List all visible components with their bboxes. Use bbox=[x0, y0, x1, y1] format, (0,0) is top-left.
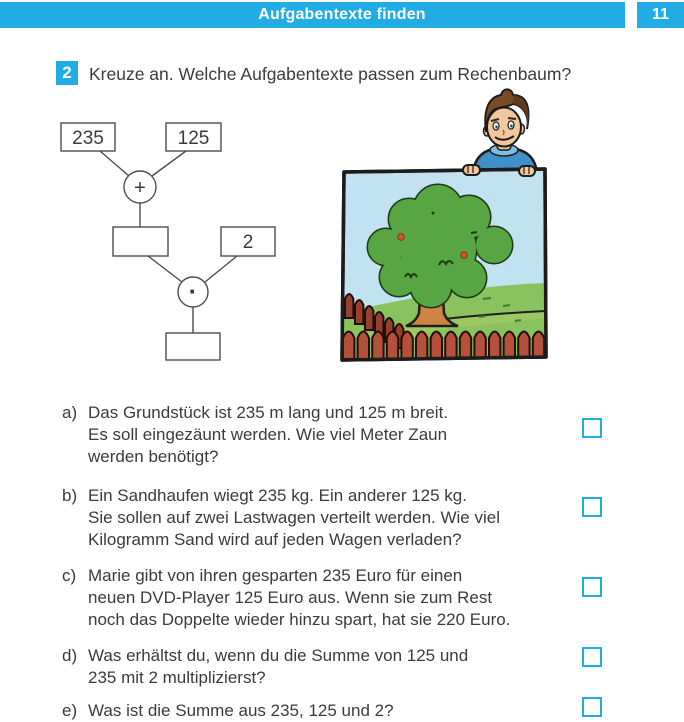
item-a-line: Es soll eingezäunt werden. Wie viel Meter Zaun bbox=[88, 425, 448, 444]
apple bbox=[461, 252, 467, 258]
task-instruction: Kreuze an. Welche Aufgabentexte passen zum Rechenbaum? bbox=[89, 64, 572, 84]
item-e-label: e) bbox=[62, 701, 78, 720]
rechenbaum-diagram bbox=[55, 116, 285, 366]
checkbox-item-d[interactable] bbox=[582, 647, 602, 667]
tree-leaf-left-value: 235 bbox=[72, 128, 104, 149]
item-a-line: werden benötigt? bbox=[88, 447, 219, 466]
tree-leaf-right-value: 125 bbox=[177, 128, 210, 149]
checkbox-item-b[interactable] bbox=[582, 497, 602, 517]
tree-factor-value: 2 bbox=[242, 232, 254, 253]
item-c-label: c) bbox=[62, 566, 77, 585]
tree-sum-result-box[interactable] bbox=[113, 227, 168, 256]
item-d-line: 235 mit 2 multiplizierst? bbox=[88, 668, 266, 687]
item-e-line: Was ist die Summe aus 235, 125 und 2? bbox=[88, 701, 394, 720]
item-b bbox=[62, 485, 622, 551]
tree-operator-times: · bbox=[188, 276, 198, 306]
checkbox-item-a[interactable] bbox=[582, 418, 602, 438]
item-b-label: b) bbox=[62, 486, 78, 505]
item-d bbox=[62, 645, 622, 689]
apple bbox=[398, 234, 404, 240]
checkbox-item-e[interactable] bbox=[582, 697, 602, 717]
checkbox-item-c[interactable] bbox=[582, 577, 602, 597]
item-d-line: Was erhältst du, wenn du die Summe von 125 und bbox=[88, 646, 469, 665]
page-title: Aufgabentexte finden bbox=[258, 6, 426, 23]
item-a-line: Das Grundstück ist 235 m lang und 125 m breit. bbox=[88, 403, 449, 422]
item-c-line: noch das Doppelte wieder hinzu spart, hat sie 220 Euro. bbox=[88, 610, 511, 629]
tree-operator-plus: + bbox=[134, 177, 146, 199]
item-a bbox=[62, 402, 622, 468]
page-number-badge: 11 bbox=[637, 2, 684, 28]
item-e bbox=[62, 700, 622, 722]
item-a-label: a) bbox=[62, 403, 78, 422]
boy-with-garden-picture-illustration bbox=[333, 85, 559, 369]
item-b-line: Sie sollen auf zwei Lastwagen verteilt werden. Wie viel bbox=[88, 508, 500, 527]
item-b-line: Kilogramm Sand wird auf jeden Wagen verladen? bbox=[88, 530, 462, 549]
item-c-line: neuen DVD-Player 125 Euro aus. Wenn sie zum Rest bbox=[88, 588, 493, 607]
item-d-label: d) bbox=[62, 646, 78, 665]
item-c-line: Marie gibt von ihren gesparten 235 Euro für einen bbox=[88, 566, 463, 585]
item-b-line: Ein Sandhaufen wiegt 235 kg. Ein anderer 125 kg. bbox=[88, 486, 467, 505]
answer-items-list bbox=[62, 392, 622, 722]
tree-final-result-box[interactable] bbox=[166, 333, 220, 360]
task-number-badge: 2 bbox=[56, 61, 78, 85]
item-c bbox=[62, 565, 622, 631]
